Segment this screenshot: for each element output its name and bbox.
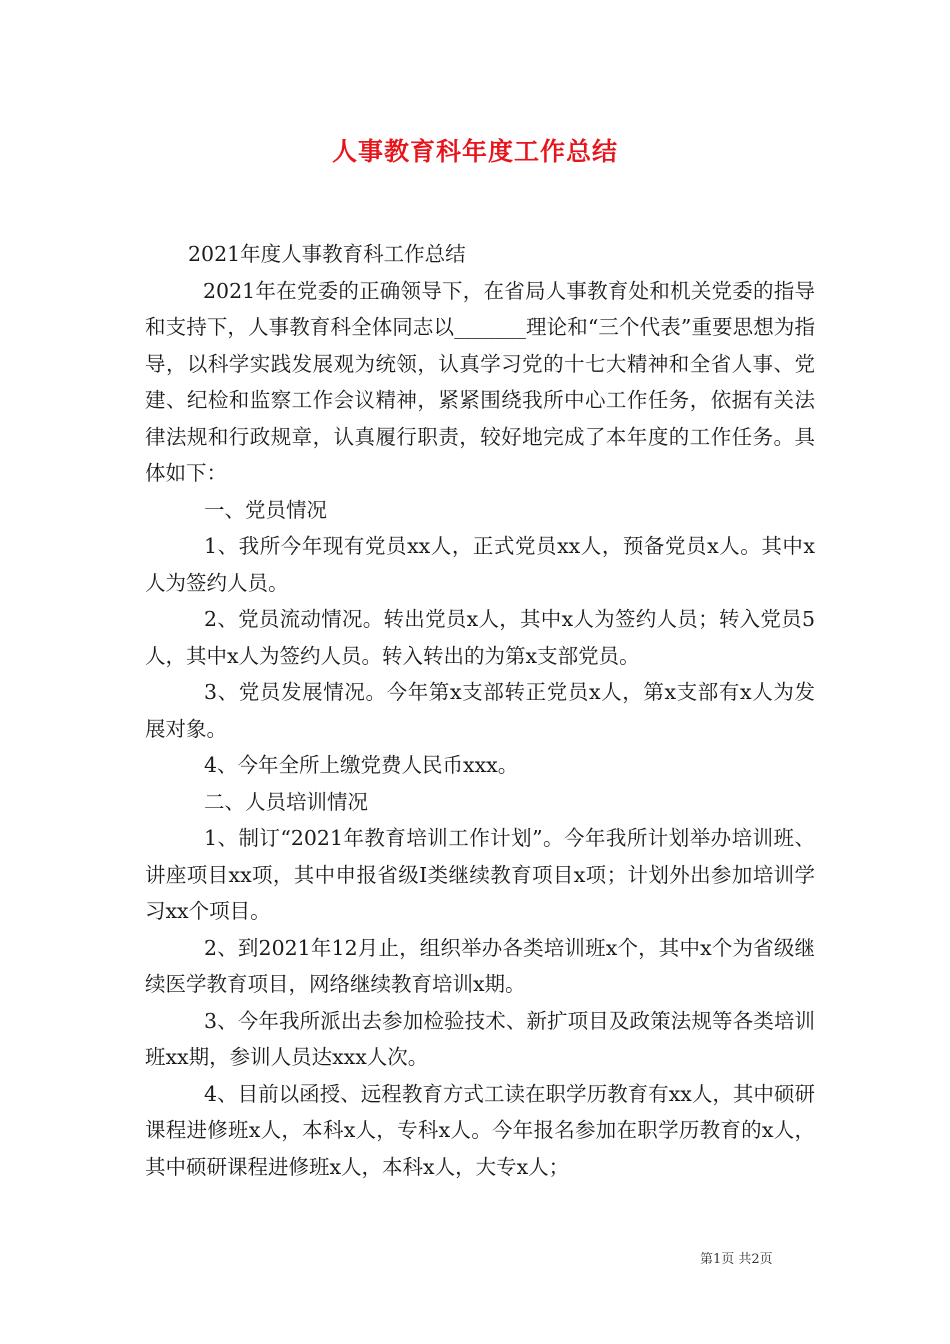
paragraph: 2、党员流动情况。转出党员x人，其中x人为签约人员；转入党员5人，其中x人为签约人员。转入转出的为第x支部党员。: [145, 607, 815, 668]
section-heading-party-members: 一、党员情况: [204, 497, 327, 522]
paragraph: 4、今年全所上缴党费人民币xxx。: [204, 753, 519, 777]
paragraph: 1、我所今年现有党员xx人，正式党员xx人，预备党员x人。其中x人为签约人员。: [145, 534, 815, 595]
paragraph: 2、到2021年12月止，组织举办各类培训班x个，其中x个为省级继续医学教育项目，网络继续教育培训x期。: [145, 935, 815, 996]
paragraph: 1、制订“2021年教育培训工作计划”。今年我所计划举办培训班、讲座项目xx项，其中申报省级Ⅰ类继续教育项目x项；计划外出参加培训学习xx个项目。: [145, 826, 815, 923]
section-heading-training: 二、人员培训情况: [204, 789, 368, 814]
paragraph: 4、目前以函授、远程教育方式工读在职学历教育有xx人，其中硕研课程进修班x人，本科x人，专科x人。今年报名参加在职学历教育的x人，其中硕研课程进修班x人，本科x人，大专x人；: [145, 1081, 815, 1179]
page-number: 第1页 共2页: [700, 1252, 773, 1267]
subtitle-paragraph: 2021年度人事教育科工作总结: [188, 242, 466, 266]
intro-paragraph: 2021年在党委的正确领导下，在省局人事教育处和机关党委的指导和支持下，人事教育科全体同志以_______理论和“三个代表”重要思想为指导，以科学实践发展观为统领，认真学习党的十七大精神和全省人事、党建、纪检和监察工作会议精神，紧紧围绕我所中心工作任务，依据有关法律法规和行政规章，认真履行职责，较好地完成了本年度的工作任务。具体如下：: [145, 278, 815, 485]
document-title: 人事教育科年度工作总结: [331, 137, 618, 166]
document-body: [145, 236, 815, 1185]
paragraph: 3、今年我所派出去参加检验技术、新扩项目及政策法规等各类培训班xx期，参训人员达xxx人次。: [145, 1008, 815, 1069]
paragraph: 3、党员发展情况。今年第x支部转正党员x人，第x支部有x人为发展对象。: [145, 680, 815, 741]
